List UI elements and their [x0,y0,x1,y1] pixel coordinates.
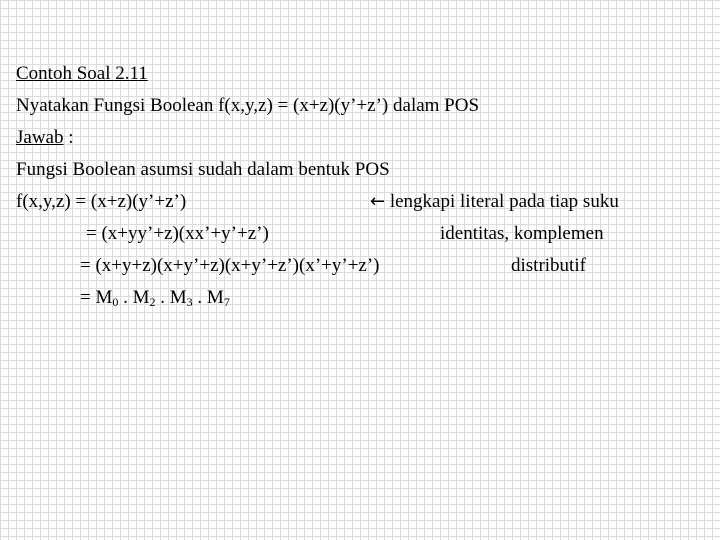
result-subscript-3: 7 [223,295,230,309]
result-subscript-1: 2 [149,295,156,309]
example-title: Contoh Soal 2.11 [16,63,148,84]
answer-label: Jawab [16,127,64,148]
step-1-note-text: lengkapi literal pada tiap suku [389,191,619,212]
question-text: Nyatakan Fungsi Boolean f(x,y,z) = (x+z)(y’+z’) dalam POS [16,95,480,116]
step-2-expression: = (x+yy’+z)(xx’+y’+z’) [86,223,269,244]
step-1-note [370,190,619,214]
step-1-expression: f(x,y,z) = (x+z)(y’+z’) [16,191,187,212]
result-subscript-0: 0 [112,295,119,309]
answer-heading [16,126,74,150]
result-sep-1: . M [155,287,187,308]
result-sep-2: . M [192,287,224,308]
left-arrow-icon: ← [370,191,386,212]
step-3-note: distributif [511,255,586,276]
answer-colon: : [63,127,74,148]
result-expression [80,286,230,310]
result-prefix: = M [80,287,113,308]
intro-text: Fungsi Boolean asumsi sudah dalam bentuk POS [16,159,390,180]
result-sep-0: . M [118,287,150,308]
step-3-expression: = (x+y+z)(x+y’+z)(x+y’+z’)(x’+y’+z’) [80,255,380,276]
result-subscript-2: 3 [186,295,193,309]
step-2-note: identitas, komplemen [440,223,604,244]
